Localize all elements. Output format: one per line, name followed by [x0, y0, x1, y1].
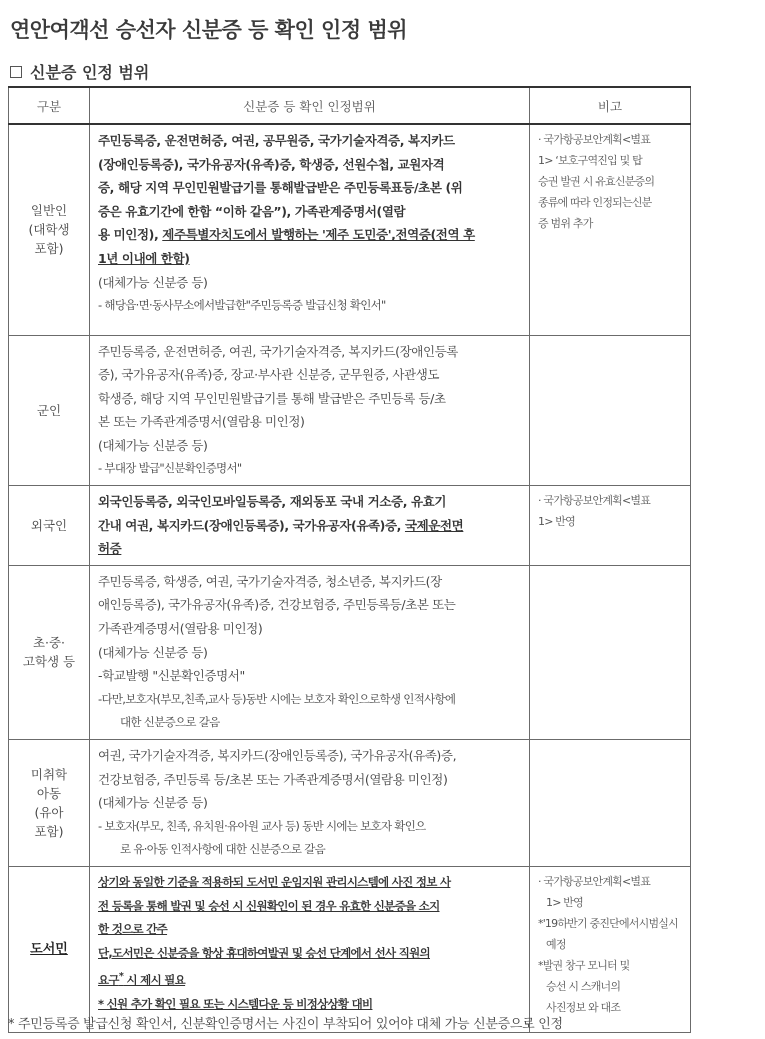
range-line: - 해당읍·면·동사무소에서발급한"주민등록증 발급신청 확인서"	[98, 298, 386, 313]
note-cell	[530, 565, 691, 739]
range-line	[98, 514, 523, 538]
range-line: - 부대장 발급"신분확인증명서"	[98, 461, 242, 476]
range-line: 단,도서민은 신분증을 항상 휴대하여발권 및 승선 단계에서 선사 직원의	[98, 945, 430, 960]
category-text: (대학생	[28, 222, 70, 238]
table-row-military	[9, 335, 691, 486]
range-line	[98, 223, 523, 247]
id-recognition-table	[8, 86, 691, 1033]
note-cell	[530, 124, 691, 335]
note-cell	[530, 866, 691, 1032]
range-line: 한 것으로 간주	[98, 922, 168, 937]
table-row-foreigner	[9, 486, 691, 566]
note-cell	[530, 486, 691, 566]
range-line: 외국인등록증, 외국인모바일등록증, 재외동포 국내 거소증, 유효기	[98, 494, 447, 510]
range-line: 건강보험증, 주민등록 등/초본 또는 가족관계증명서(열람용 미인정)	[98, 771, 448, 787]
range-text: 시 제시 필요	[123, 973, 186, 988]
range-line: 학생증, 해당 지역 무인민원발급기를 통해 발급받은 주민등록 등/초	[98, 390, 446, 406]
note-line: 종류에 따라 인정되는신분	[538, 196, 652, 209]
range-line: 가족관계증명서(열람용 미인정)	[98, 621, 263, 637]
footnote: * 주민등록증 발급신청 확인서, 신분확인증명서는 사진이 부착되어 있어야 대체 가능 신분증으로 인정	[8, 1017, 563, 1032]
category-text: 포함)	[34, 823, 64, 839]
range-line: 전 등록을 통해 발권 및 승선 시 신원확인이 된 경우 유효한 신분증을 소지	[98, 898, 440, 913]
note-line: 1> 반영	[546, 895, 583, 909]
category-text: (유아	[34, 804, 64, 820]
category-text: 일반인	[30, 203, 68, 219]
range-line: 증, 해당 지역 무인민원발급기를 통해발급받은 주민등록표등/초본 (위	[98, 180, 463, 196]
note-line: 1> 반영	[538, 515, 575, 529]
table-row-islanders	[9, 866, 691, 1032]
category-cell	[9, 740, 90, 867]
note-cell	[530, 335, 691, 486]
range-line: 허증	[98, 541, 122, 557]
range-line: -다만,보호자(부모,친족,교사 등)동반 시에는 보호자 확인으로학생 인적사항에	[98, 691, 456, 706]
note-line: · 국가항공보안계획<별표	[538, 874, 651, 888]
range-cell	[90, 740, 530, 867]
category-text: 미취학	[30, 766, 68, 782]
range-line: (대체가능 신분증 등)	[98, 644, 208, 660]
range-line: 상기와 동일한 기준을 적용하되 도서민 운임지원 관리시스템에 사진 정보 사	[98, 874, 451, 889]
note-line: *발권 창구 모니터 및	[538, 958, 630, 972]
range-line: (대체가능 신분증 등)	[98, 437, 208, 453]
range-text: 요구	[98, 973, 119, 988]
category-text: 고학생 등	[22, 654, 76, 670]
range-line: 주민등록증, 운전면허증, 여권, 국가기술자격증, 복지카드(장애인등록	[98, 343, 458, 359]
header-range: 신분증 등 확인 인정범위	[90, 87, 530, 124]
page-title: 연안여객선 승선자 신분증 등 확인 인정 범위	[10, 18, 408, 42]
category-text: 도서민	[30, 941, 68, 957]
range-cell	[90, 335, 530, 486]
range-cell	[90, 124, 530, 335]
range-text-underlined: 국제운전면	[404, 517, 464, 533]
range-line: (대체가능 신분증 등)	[98, 795, 208, 811]
note-line: *'19하반기 중진단에서시범실시	[538, 916, 678, 930]
note-line: 1> ‘보호구역진입 및 탑	[538, 154, 643, 167]
note-line: 승선 시 스캐너의	[546, 979, 621, 993]
range-cell	[90, 486, 530, 566]
category-cell	[9, 486, 90, 566]
note-cell	[530, 740, 691, 867]
note-line: 사진정보 와 대조	[546, 1000, 621, 1014]
header-note: 비고	[530, 87, 691, 124]
range-line	[98, 965, 523, 992]
category-cell	[9, 124, 90, 335]
table-row-general	[9, 124, 691, 335]
category-cell	[9, 866, 90, 1032]
note-line: 승권 발권 시 유효신분증의	[538, 175, 655, 188]
range-line: 로 유·아동 인적사항에 대한 신분증으로 갈음	[120, 842, 326, 857]
category-text: 외국인	[30, 517, 68, 533]
category-cell	[9, 565, 90, 739]
note-line: 예정	[546, 937, 566, 951]
range-line: 1년 이내에 한함)	[98, 250, 190, 266]
range-line: 증은 유효기간에 한함 “이하 같음”), 가족관계증명서(열람	[98, 203, 406, 219]
note-line: 증 범위 추가	[538, 217, 593, 230]
range-line: 주민등록증, 운전면허증, 여권, 공무원증, 국가기술자격증, 복지카드	[98, 133, 455, 148]
section-heading	[10, 60, 149, 83]
range-asterisk: *	[118, 971, 124, 983]
table-row-students	[9, 565, 691, 739]
range-line: - 보호자(부모, 친족, 유치원·유아원 교사 등) 동반 시에는 보호자 확인으	[98, 818, 426, 833]
section-heading-label: 신분증 인정 범위	[30, 63, 150, 82]
range-line: 본 또는 가족관계증명서(열람용 미인정)	[98, 414, 305, 430]
range-line: * 신원 추가 확인 필요 또는 시스템다운 등 비정상상황 대비	[98, 996, 373, 1011]
range-line: (장애인등록증), 국가유공자(유족)증, 학생증, 선원수첩, 교원자격	[98, 156, 445, 172]
square-bullet-icon	[10, 66, 22, 78]
table-header-row	[9, 87, 691, 124]
category-text: 군인	[36, 402, 62, 418]
table-row-preschool	[9, 740, 691, 867]
header-category: 구분	[9, 87, 90, 124]
range-cell	[90, 866, 530, 1032]
note-line: · 국가항공보안계획<별표	[538, 133, 651, 146]
range-text: 용 미인정),	[98, 227, 163, 243]
category-text: 초·중·	[32, 635, 66, 651]
category-text: 아동	[36, 785, 62, 801]
range-line: -학교발행 "신분확인증명서"	[98, 668, 245, 684]
range-line: (대체가능 신분증 등)	[98, 274, 208, 290]
range-line: 여권, 국가기술자격증, 복지카드(장애인등록증), 국가유공자(유족)증,	[98, 748, 457, 763]
range-text-underlined: 제주특별자치도에서 발행하는 '제주 도민증',전역증(전역 후	[162, 227, 475, 243]
range-line: 애인등록증), 국가유공자(유족)증, 건강보험증, 주민등록등/초본 또는	[98, 597, 456, 613]
range-text: 간내 여권, 복지카드(장애인등록증), 국가유공자(유족)증,	[98, 517, 405, 533]
range-line: 증), 국가유공자(유족)증, 장교·부사관 신분증, 군무원증, 사관생도	[98, 367, 440, 383]
note-line: · 국가항공보안계획<별표	[538, 494, 651, 508]
range-cell	[90, 565, 530, 739]
category-cell	[9, 335, 90, 486]
range-line: 대한 신분증으로 갈음	[120, 715, 220, 730]
category-text: 포함)	[34, 241, 64, 257]
range-line: 주민등록증, 학생증, 여권, 국가기술자격증, 청소년증, 복지카드(장	[98, 573, 442, 589]
